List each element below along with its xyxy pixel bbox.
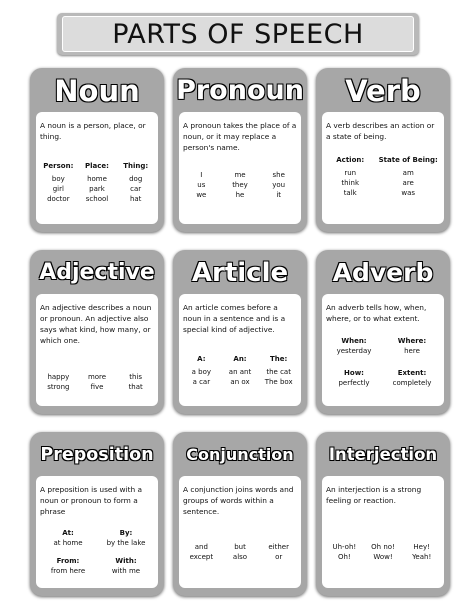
example-pair-row (325, 368, 441, 388)
example-column (221, 354, 260, 387)
card-preposition (30, 432, 164, 596)
example-table (325, 155, 441, 198)
example-word: she (272, 171, 285, 179)
definition-text: A pronoun takes the place of a noun, or it may replace a person's name. (183, 121, 297, 152)
example-word: here (404, 347, 420, 355)
example-word: girl (52, 185, 64, 193)
example-word: with me (111, 567, 141, 575)
column-header: State of Being: (378, 156, 438, 164)
card-body (179, 294, 301, 406)
example-word: a car (192, 378, 211, 386)
example-pair (325, 368, 383, 388)
example-word: Hey! (413, 543, 430, 551)
card-title: Pronoun (176, 75, 304, 106)
card-conjunction (173, 432, 307, 596)
definition-text: An adverb tells how, when, where, or to what extent. (326, 303, 427, 323)
example-column (116, 161, 155, 204)
example-column (182, 542, 221, 562)
page-title: PARTS OF SPEECH (62, 16, 414, 52)
example-column (259, 354, 298, 387)
example-word: boy (51, 175, 65, 183)
example-word: I (200, 171, 203, 179)
column-header: Place: (85, 162, 109, 170)
definition-text: A verb describes an action or a state of being. (326, 121, 435, 141)
definition-text: A conjunction joins words and groups of words within a sentence. (183, 485, 294, 516)
example-pair (97, 556, 155, 576)
example-pair-row (325, 336, 441, 356)
example-column (116, 372, 155, 392)
example-pair (97, 528, 155, 548)
example-column (182, 354, 221, 387)
card-interjection (316, 432, 450, 596)
definition-text: A noun is a person, place, or thing. (40, 121, 146, 141)
example-word: an ox (230, 378, 250, 386)
example-word: Oh no! (371, 543, 395, 551)
card-title: Adverb (332, 258, 434, 287)
example-pair (39, 556, 97, 576)
column-header: The: (270, 355, 288, 363)
example-word: run (344, 169, 357, 177)
card-body (322, 476, 444, 588)
card-body (179, 476, 301, 588)
column-header: Person: (43, 162, 74, 170)
definition-text: A preposition is used with a noun or pronoun to form a phrase (40, 485, 143, 516)
example-word: talk (343, 189, 357, 197)
card-article (173, 250, 307, 414)
pair-header: From: (56, 557, 80, 565)
pair-header: Extent: (397, 369, 427, 377)
example-column (402, 542, 441, 562)
example-column (78, 372, 117, 392)
example-word: think (341, 179, 360, 187)
example-word: doctor (47, 195, 70, 203)
pair-header: By: (119, 529, 133, 537)
card-title: Preposition (40, 445, 154, 465)
example-word: hat (129, 195, 142, 203)
example-table (325, 542, 441, 562)
example-pair-row (39, 556, 155, 576)
example-column (375, 155, 441, 198)
card-title: Verb (345, 74, 421, 108)
column-header: Action: (336, 156, 365, 164)
card-body (36, 476, 158, 588)
example-word: me (234, 171, 246, 179)
definition-text: An interjection is a strong feeling or reaction. (326, 485, 422, 505)
example-word: Uh-oh! (332, 543, 357, 551)
card-pronoun (173, 68, 307, 232)
example-word: either (268, 543, 289, 551)
example-column (259, 542, 298, 562)
definition-text: An article comes before a noun in a sentence and is a special kind of adjective. (183, 303, 286, 334)
example-column (78, 161, 117, 204)
example-word: they (232, 181, 248, 189)
example-word: but (234, 543, 246, 551)
card-body (322, 294, 444, 406)
example-word: we (196, 191, 207, 199)
card-body (36, 294, 158, 406)
column-header: An: (233, 355, 247, 363)
card-body (179, 112, 301, 224)
example-column (221, 542, 260, 562)
example-pair (325, 336, 383, 356)
example-word: was (401, 189, 416, 197)
example-word: this (129, 373, 143, 381)
example-table (39, 161, 155, 204)
example-word: it (276, 191, 282, 199)
example-pair (383, 368, 441, 388)
example-word: from here (50, 567, 86, 575)
card-verb (316, 68, 450, 232)
example-column (39, 372, 78, 392)
card-title: Article (191, 258, 289, 288)
example-column (39, 161, 78, 204)
card-body (36, 112, 158, 224)
example-pair (383, 336, 441, 356)
example-word: strong (47, 383, 70, 391)
example-word: the cat (266, 368, 291, 376)
pair-header: At: (62, 529, 74, 537)
example-word: am (402, 169, 414, 177)
column-header: A: (197, 355, 206, 363)
pair-header: How: (344, 369, 364, 377)
card-title: Interjection (328, 445, 438, 464)
example-word: school (85, 195, 109, 203)
example-word: home (87, 175, 107, 183)
example-table (182, 542, 298, 562)
example-word: completely (392, 379, 432, 387)
column-header: Thing: (123, 162, 149, 170)
card-title: Conjunction (186, 445, 294, 464)
example-column (182, 170, 221, 200)
definition-text: An adjective describes a noun or pronoun. An adjective also says what kind, how many, or which one. (40, 303, 152, 345)
example-column (221, 170, 260, 200)
example-word: yesterday (336, 347, 372, 355)
example-word: perfectly (338, 379, 370, 387)
example-word: by the lake (106, 539, 146, 547)
example-column (325, 155, 375, 198)
example-word: Wow! (373, 553, 393, 561)
example-column (364, 542, 403, 562)
example-word: five (90, 383, 104, 391)
example-word: that (128, 383, 143, 391)
card-adjective (30, 250, 164, 414)
card-title: Adjective (39, 260, 155, 285)
example-word: a boy (191, 368, 212, 376)
card-adverb (316, 250, 450, 414)
example-word: at home (53, 539, 83, 547)
example-word: more (87, 373, 107, 381)
example-word: car (130, 185, 142, 193)
card-noun (30, 68, 164, 232)
example-word: and (194, 543, 208, 551)
example-word: us (197, 181, 206, 189)
example-pair (39, 528, 97, 548)
example-word: except (189, 553, 214, 561)
example-word: an ant (228, 368, 252, 376)
example-word: he (235, 191, 245, 199)
example-word: dog (129, 175, 143, 183)
example-table (39, 372, 155, 392)
pair-header: Where: (397, 337, 427, 345)
example-word: Yeah! (412, 553, 432, 561)
example-word: park (89, 185, 105, 193)
example-table (182, 170, 298, 200)
example-table (182, 354, 298, 387)
example-word: also (232, 553, 248, 561)
example-word: or (275, 553, 283, 561)
example-column (325, 542, 364, 562)
example-word: you (272, 181, 286, 189)
pair-header: With: (115, 557, 137, 565)
example-word: happy (47, 373, 70, 381)
pair-header: When: (341, 337, 367, 345)
card-body (322, 112, 444, 224)
example-word: Oh! (337, 553, 351, 561)
example-column (259, 170, 298, 200)
card-title: Noun (54, 74, 140, 108)
example-word: are (402, 179, 414, 187)
example-word: The box (264, 378, 293, 386)
title-banner (57, 13, 419, 55)
example-pair-row (39, 528, 155, 548)
